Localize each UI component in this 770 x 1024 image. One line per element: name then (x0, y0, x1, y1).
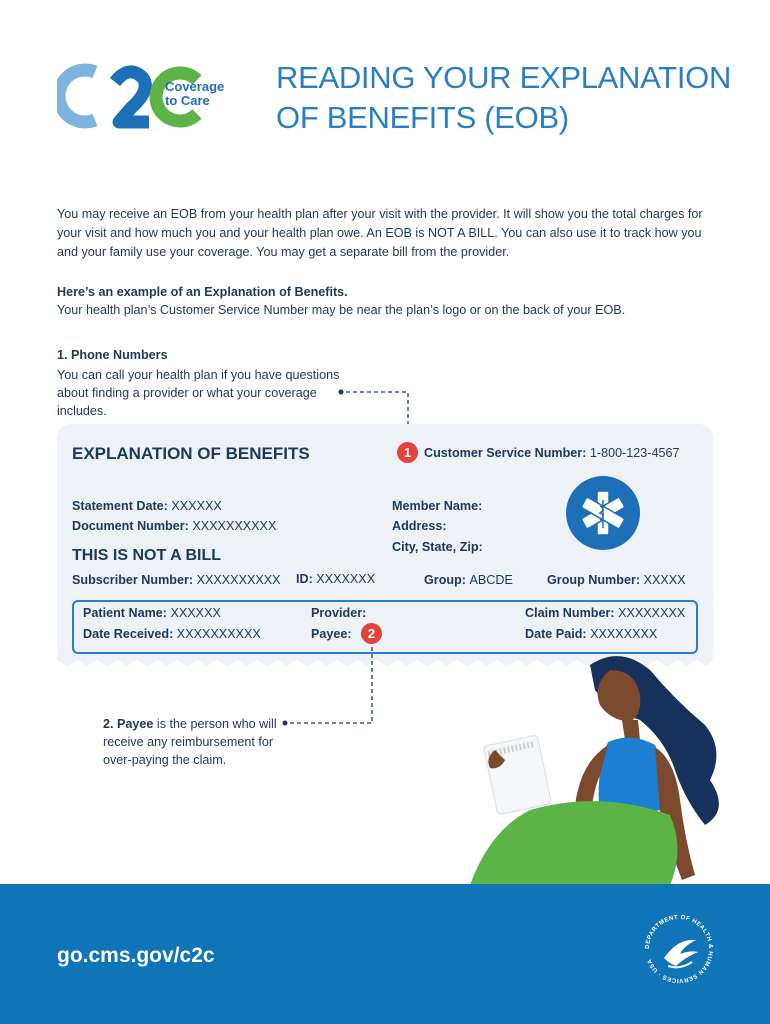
group-number (547, 573, 686, 587)
statement-date-value: XXXXXX (171, 499, 222, 513)
claim-number-label: Claim Number: (525, 606, 615, 620)
phone-numbers-title: 1. Phone Numbers (57, 348, 168, 362)
example-subtext: Your health plan’s Customer Service Number may be near the plan’s logo or on the back of your EOB. (57, 303, 626, 317)
page-title (276, 58, 746, 138)
member-id (296, 572, 375, 586)
subscriber-number (72, 573, 281, 587)
claim-number (525, 606, 685, 620)
group-number-label: Group Number: (547, 573, 641, 587)
document-number-label: Document Number: (72, 519, 189, 533)
patient-name-value: XXXXXX (170, 606, 221, 620)
not-a-bill-heading: THIS IS NOT A BILL (72, 547, 222, 564)
subscriber-label: Subscriber Number: (72, 573, 194, 587)
hhs-eagle-icon (640, 910, 718, 988)
callout-badge-1: 1 (397, 442, 418, 463)
title-line2: OF BENEFITS (EOB) (276, 100, 569, 135)
title-line1: READING YOUR EXPLANATION (276, 60, 732, 95)
connector-line-2 (280, 645, 380, 730)
example-heading: Here’s an example of an Explanation of Benefits. (57, 285, 348, 299)
address-label: Address: (392, 519, 447, 533)
statement-date-label: Statement Date: (72, 499, 168, 513)
payee-note-bold: 2. Payee (103, 717, 154, 731)
document-number-value: XXXXXXXXXX (192, 519, 277, 533)
statement-date (72, 499, 222, 513)
logo-line1: Coverage (165, 79, 225, 94)
customer-service-label: Customer Service Number: (424, 446, 587, 460)
group (424, 573, 513, 587)
customer-service-number (424, 446, 680, 460)
patient-name (83, 606, 221, 620)
customer-service-value: 1-800-123-4567 (589, 446, 680, 460)
claim-number-value: XXXXXXXX (618, 606, 686, 620)
subscriber-value: XXXXXXXXXX (196, 573, 281, 587)
intro-paragraph: You may receive an EOB from your health plan after your visit with the provider. It will show you the total charges for your visit and how much you and your health plan owe. An EOB is NOT A BILL. You can also use it to track how you and your family use your coverage. You may get a separate bill from the provider. (57, 207, 703, 259)
provider-label: Provider: (311, 606, 367, 620)
id-value: XXXXXXX (316, 572, 376, 586)
date-paid-value: XXXXXXXX (590, 627, 658, 641)
document-number (72, 519, 276, 533)
date-received-value: XXXXXXXXXX (176, 627, 261, 641)
date-received-label: Date Received: (83, 627, 174, 641)
callout-badge-2: 2 (361, 623, 382, 644)
footer-url-link[interactable]: go.cms.gov/c2c (57, 944, 215, 967)
date-paid-label: Date Paid: (525, 627, 587, 641)
group-label: Group: (424, 573, 466, 587)
logo-text (165, 80, 224, 108)
payee-note-text: is the person who will receive any reimbursement for over-paying the claim. (103, 717, 277, 767)
date-paid (525, 627, 657, 641)
woman-illustration (460, 650, 740, 895)
date-received (83, 627, 261, 641)
payee-note (103, 715, 293, 769)
patient-name-label: Patient Name: (83, 606, 167, 620)
id-label: ID: (296, 572, 313, 586)
star-of-life-icon (566, 476, 640, 550)
logo-line2: to Care (165, 93, 210, 108)
phone-numbers-text: You can call your health plan if you have questions about finding a provider or what your coverage includes. (57, 368, 340, 418)
member-name-label: Member Name: (392, 499, 483, 513)
eob-title: EXPLANATION OF BENEFITS (72, 444, 310, 463)
hhs-seal-text: DEPARTMENT OF HEALTH & HUMAN SERVICES · USA (644, 914, 714, 984)
group-value: ABCDE (469, 573, 513, 587)
group-number-value: XXXXX (643, 573, 686, 587)
payee-label: Payee: (311, 627, 352, 641)
city-state-zip-label: City, State, Zip: (392, 540, 483, 554)
